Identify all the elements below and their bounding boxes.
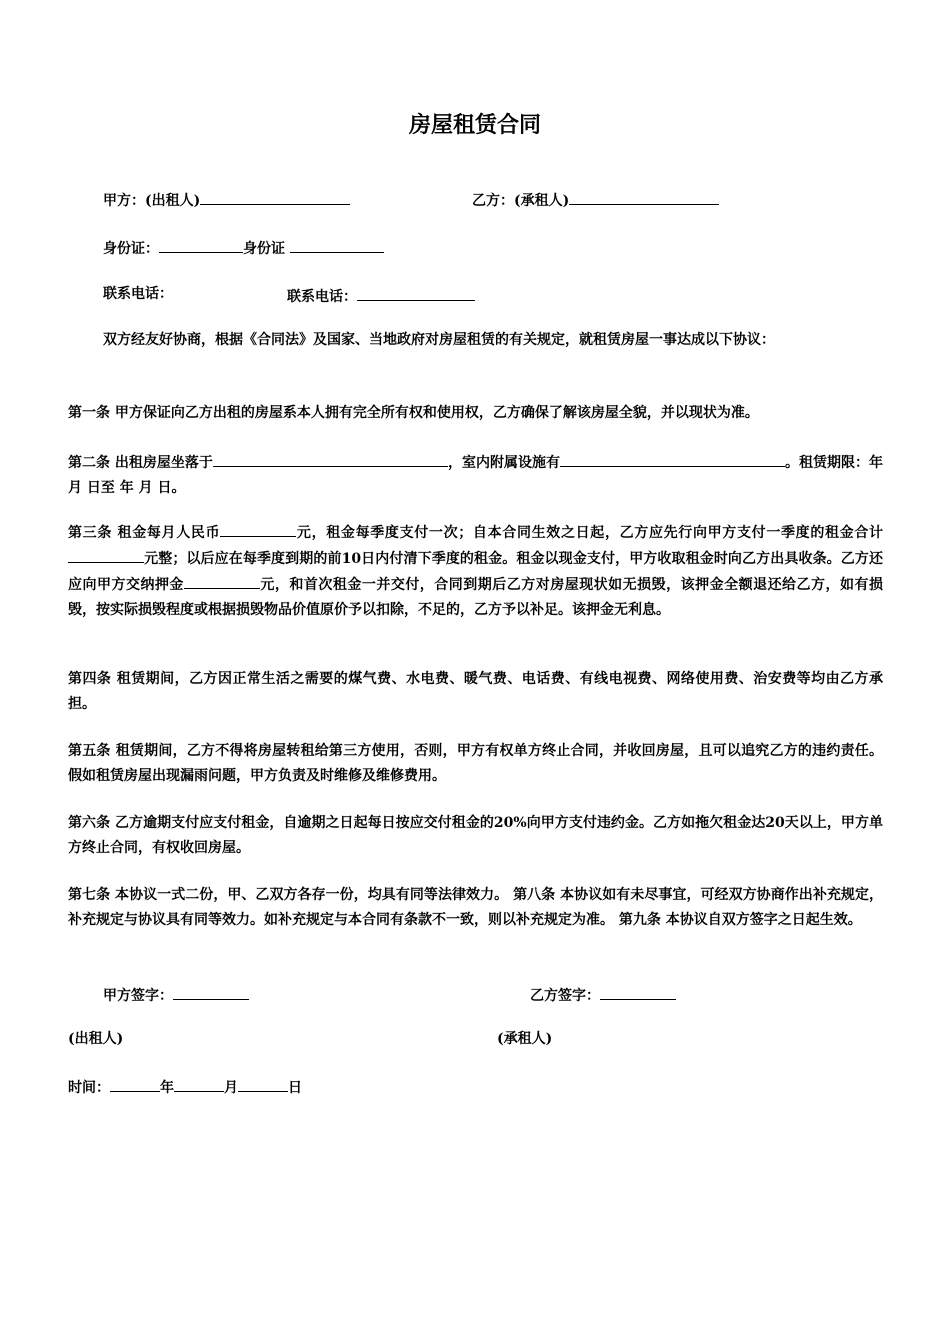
article-4: 第四条 租赁期间，乙方因正常生活之需要的煤气费、水电费、暖气费、电话费、有线电视费、网络使用费、治安费等均由乙方承担。: [68, 671, 883, 712]
quarter-rent-blank[interactable]: [68, 546, 144, 563]
article-2-part-b: ，室内附属设施有: [447, 455, 560, 471]
party-a-line: [103, 188, 350, 211]
sign-a-label: 甲方签字：: [103, 988, 173, 1004]
date-line: [68, 1075, 302, 1098]
phone-b-blank[interactable]: [357, 284, 475, 301]
phone-label-a: 联系电话：: [103, 286, 173, 302]
party-b-label: 乙方：(承租人): [472, 193, 570, 209]
article-5: 第五条 租赁期间，乙方不得将房屋转租给第三方使用，否则，甲方有权单方终止合同，并收回房屋，且可以追究乙方的违约责任。假如租赁房屋出现漏雨问题，甲方负责及时维修及维修费用。: [68, 743, 883, 784]
phone-line-b: [287, 284, 475, 307]
article-3-part-b: 元，租金每季度支付一次；自本合同生效之日起，乙方应先行向甲方支付一季度的租金合计: [296, 525, 883, 541]
month-blank[interactable]: [174, 1075, 224, 1092]
monthly-rent-blank[interactable]: [220, 520, 296, 537]
article-3: [68, 520, 883, 623]
id-label-b: 身份证: [243, 241, 285, 257]
sign-a-blank[interactable]: [173, 983, 249, 1000]
sign-a-line: [103, 983, 249, 1006]
party-b-line: [472, 188, 719, 211]
month-unit: 月: [224, 1080, 238, 1096]
date-label: 时间：: [68, 1080, 110, 1096]
article-1: 第一条 甲方保证向乙方出租的房屋系本人拥有完全所有权和使用权，乙方确保了解该房屋全貌，并以现状为准。: [68, 405, 759, 421]
id-label-a: 身份证：: [103, 241, 159, 257]
sign-b-line: [530, 983, 676, 1006]
article-3-part-a: 第三条 租金每月人民币: [68, 525, 221, 541]
deposit-blank[interactable]: [184, 572, 260, 589]
id-line: [103, 236, 384, 259]
id-b-blank[interactable]: [290, 236, 384, 253]
party-a-blank[interactable]: [200, 188, 350, 205]
lessee-note: (承租人): [497, 1031, 553, 1047]
sign-b-blank[interactable]: [600, 983, 676, 1000]
preamble: 双方经友好协商，根据《合同法》及国家、当地政府对房屋租赁的有关规定，就租赁房屋一事达成以下协议：: [103, 332, 775, 348]
id-a-blank[interactable]: [159, 236, 243, 253]
year-blank[interactable]: [110, 1075, 160, 1092]
article-7-8-9: 第七条 本协议一式二份，甲、乙双方各存一份，均具有同等法律效力。 第八条 本协议如有未尽事宜，可经双方协商作出补充规定，补充规定与协议具有同等效力。如补充规定与本合同有条款不一致，则以补充规定为准。 第九条 本协议自双方签字之日起生效。: [68, 887, 883, 928]
party-b-blank[interactable]: [569, 188, 719, 205]
article-2-part-a: 第二条 出租房屋坐落于: [68, 455, 213, 471]
article-2-part-c: 。租赁期限：年 月 日至 年 月 日。: [68, 455, 884, 496]
party-a-label: 甲方：(出租人): [103, 193, 201, 209]
article-6: 第六条 乙方逾期支付应支付租金，自逾期之日起每日按应交付租金的20%向甲方支付违约金。乙方如拖欠租金达20天以上，甲方单方终止合同，有权收回房屋。: [68, 815, 883, 856]
phone-line: [103, 284, 173, 304]
facilities-blank[interactable]: [560, 450, 785, 467]
document-title: 房屋租赁合同: [408, 113, 541, 138]
sign-b-label: 乙方签字：: [530, 988, 600, 1004]
article-3-part-d: 元，和首次租金一并交付，合同到期后乙方对房屋现状如无损毁，该押金全额退还给乙方，如有损毁，按实际损毁程度或根据损毁物品价值原价予以扣除，不足的，乙方予以补足。该押金无利息。: [68, 577, 883, 618]
address-blank[interactable]: [213, 450, 448, 467]
article-2: [68, 450, 883, 501]
year-unit: 年: [160, 1080, 174, 1096]
phone-label-b: 联系电话：: [287, 289, 357, 305]
day-unit: 日: [288, 1080, 302, 1096]
lessor-note: (出租人): [68, 1031, 124, 1047]
day-blank[interactable]: [238, 1075, 288, 1092]
article-3-part-c: 元整；以后应在每季度到期的前10日内付清下季度的租金。租金以现金支付，甲方收取租金时向乙方出具收条。乙方还应向甲方交纳押金: [68, 551, 883, 593]
